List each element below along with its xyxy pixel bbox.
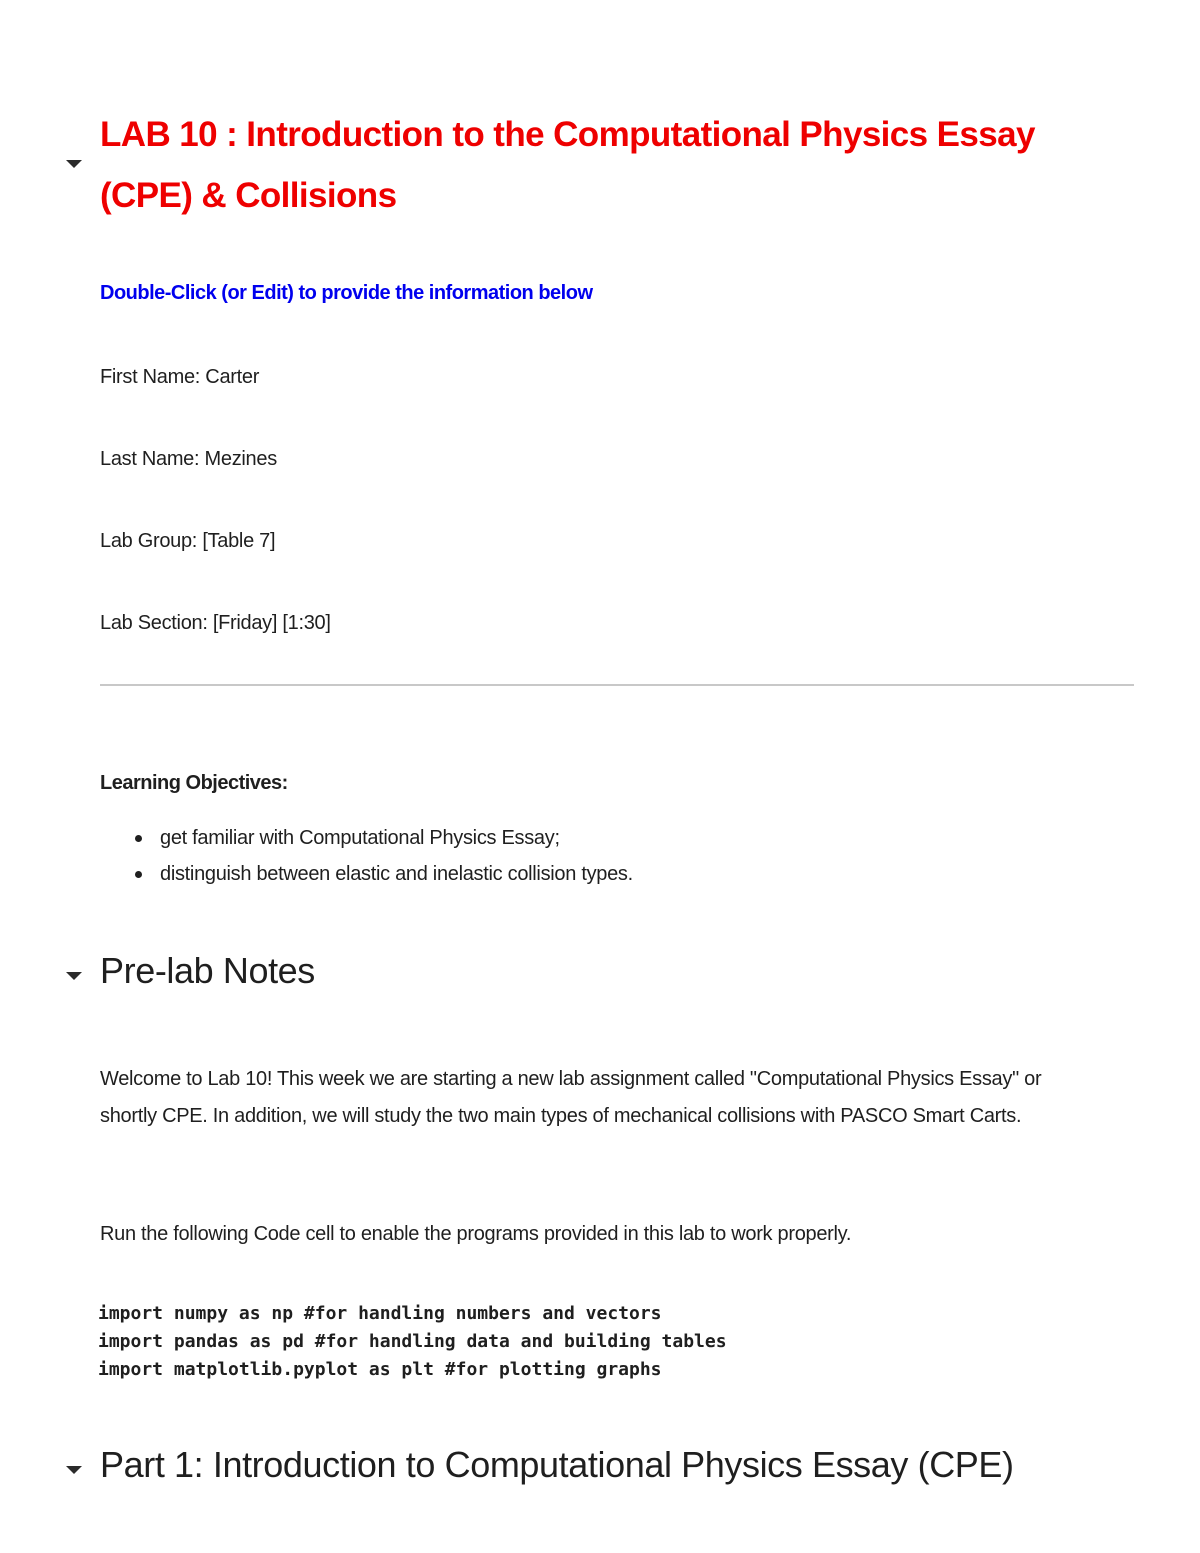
objective-text: distinguish between elastic and inelastic collision types. xyxy=(160,863,633,885)
bullet-dot-icon xyxy=(135,871,142,878)
collapse-part1-caret-icon[interactable] xyxy=(66,1466,82,1474)
learning-objectives-list xyxy=(100,820,633,892)
list-item xyxy=(100,856,633,892)
import-code-cell[interactable] xyxy=(98,1300,727,1384)
section-divider xyxy=(100,684,1134,686)
learning-objectives-heading: Learning Objectives: xyxy=(100,772,288,794)
prelab-heading: Pre-lab Notes xyxy=(100,950,315,991)
last-name-field: Last Name: Mezines xyxy=(100,448,277,470)
prelab-run-instruction: Run the following Code cell to enable the programs provided in this lab to work properly. xyxy=(100,1223,852,1245)
code-line: import numpy as np #for handling numbers and vectors xyxy=(98,1303,662,1324)
code-line: import pandas as pd #for handling data and building tables xyxy=(98,1331,727,1352)
bullet-dot-icon xyxy=(135,835,142,842)
first-name-field: First Name: Carter xyxy=(100,366,260,388)
lab-section-field: Lab Section: [Friday] [1:30] xyxy=(100,612,331,634)
part1-heading: Part 1: Introduction to Computational Physics Essay (CPE) xyxy=(100,1444,1014,1485)
lab-title: LAB 10 : Introduction to the Computational Physics Essay (CPE) & Collisions xyxy=(100,115,1035,215)
collapse-prelab-caret-icon[interactable] xyxy=(66,972,82,980)
objective-text: get familiar with Computational Physics Essay; xyxy=(160,827,560,849)
edit-instruction: Double-Click (or Edit) to provide the information below xyxy=(100,282,593,304)
collapse-title-caret-icon[interactable] xyxy=(66,160,82,168)
lab-group-field: Lab Group: [Table 7] xyxy=(100,530,276,552)
code-line: import matplotlib.pyplot as plt #for plotting graphs xyxy=(98,1359,662,1380)
prelab-intro-paragraph: Welcome to Lab 10! This week we are starting a new lab assignment called "Computational Physics Essay" or shortly CPE. In addition, we will study the two main types of mechanical collisions with PASCO Smart Carts. xyxy=(100,1068,1042,1127)
list-item xyxy=(100,820,633,856)
